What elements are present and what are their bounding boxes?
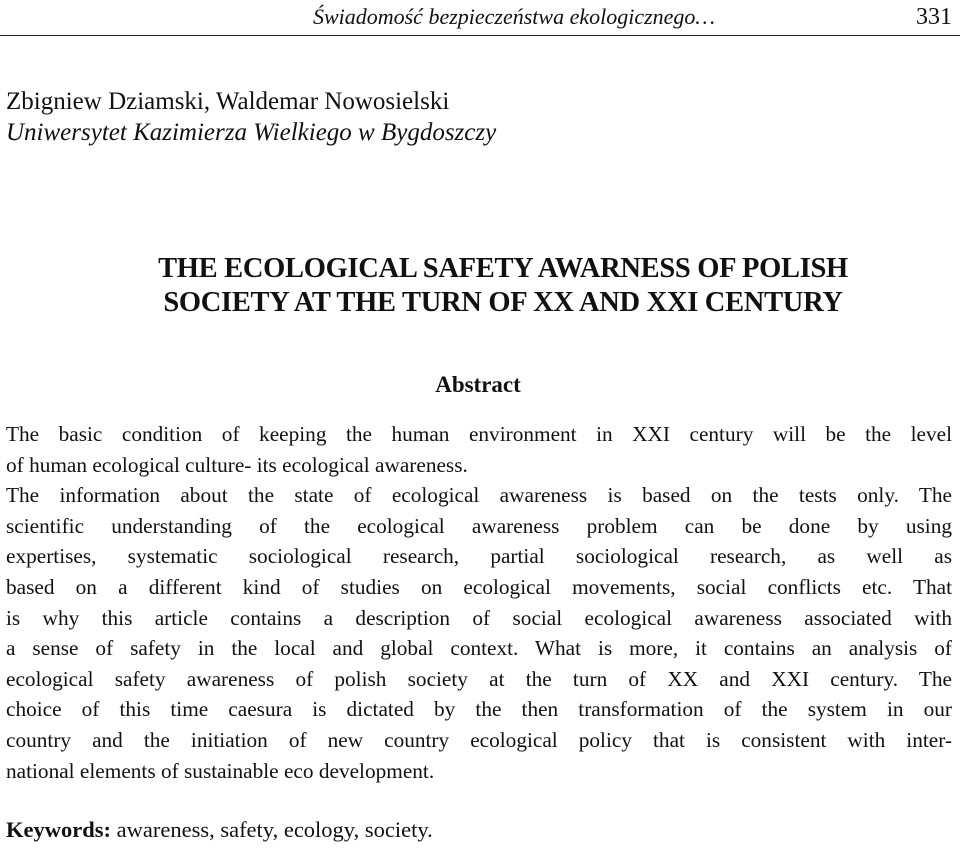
abstract-line: national elements of sustainable eco development. [6,758,435,783]
keywords-label: Keywords: [6,817,111,842]
authors: Zbigniew Dziamski, Waldemar Nowosielski [6,88,450,115]
paper-title-line-2: SOCIETY AT THE TURN OF XX AND XXI CENTURY [163,287,843,318]
abstract-line: a sense of safety in the local and global context. What is more, it contains an analysis of​ [6,636,952,661]
page-number: 331 [916,4,952,30]
abstract-body [6,419,952,786]
abstract-line: The information about the state of ecological awareness is based on the tests only. The​ [6,483,952,508]
abstract-line: The basic condition of keeping the human environment in XXI century will be the level​ [6,422,952,446]
paper-title-line-1: THE ECOLOGICAL SAFETY AWARNESS OF POLISH [158,253,848,284]
abstract-line: of human ecological culture- its ecological awareness. [6,452,468,477]
abstract-line: country and the initiation of new country ecological policy that is consistent with inter-​ [6,727,952,752]
paper-title [0,252,960,320]
keywords-text: awareness, safety, ecology, society. [111,817,433,842]
running-header [0,0,960,36]
abstract-line: expertises, systematic sociological research, partial sociological research, as well as​ [6,544,952,569]
abstract-line: is why this article contains a description of social ecological awareness associated with​ [6,605,952,630]
affiliation: Uniwersytet Kazimierza Wielkiego w Bygdoszczy [6,119,497,146]
abstract-line: scientific understanding of the ecological awareness problem can be done by using​ [6,513,952,538]
abstract-line: based on a different kind of studies on ecological movements, social conflicts etc. That​ [6,574,952,599]
keywords [6,817,433,843]
running-title: Świadomość bezpieczeństwa ekologicznego… [312,4,715,29]
abstract-heading: Abstract [435,372,521,397]
abstract-line: ecological safety awareness of polish society at the turn of XX and XXI century. The​ [6,666,952,691]
abstract-line: choice of this time caesura is dictated by the then transformation of the system in our​ [6,697,952,722]
